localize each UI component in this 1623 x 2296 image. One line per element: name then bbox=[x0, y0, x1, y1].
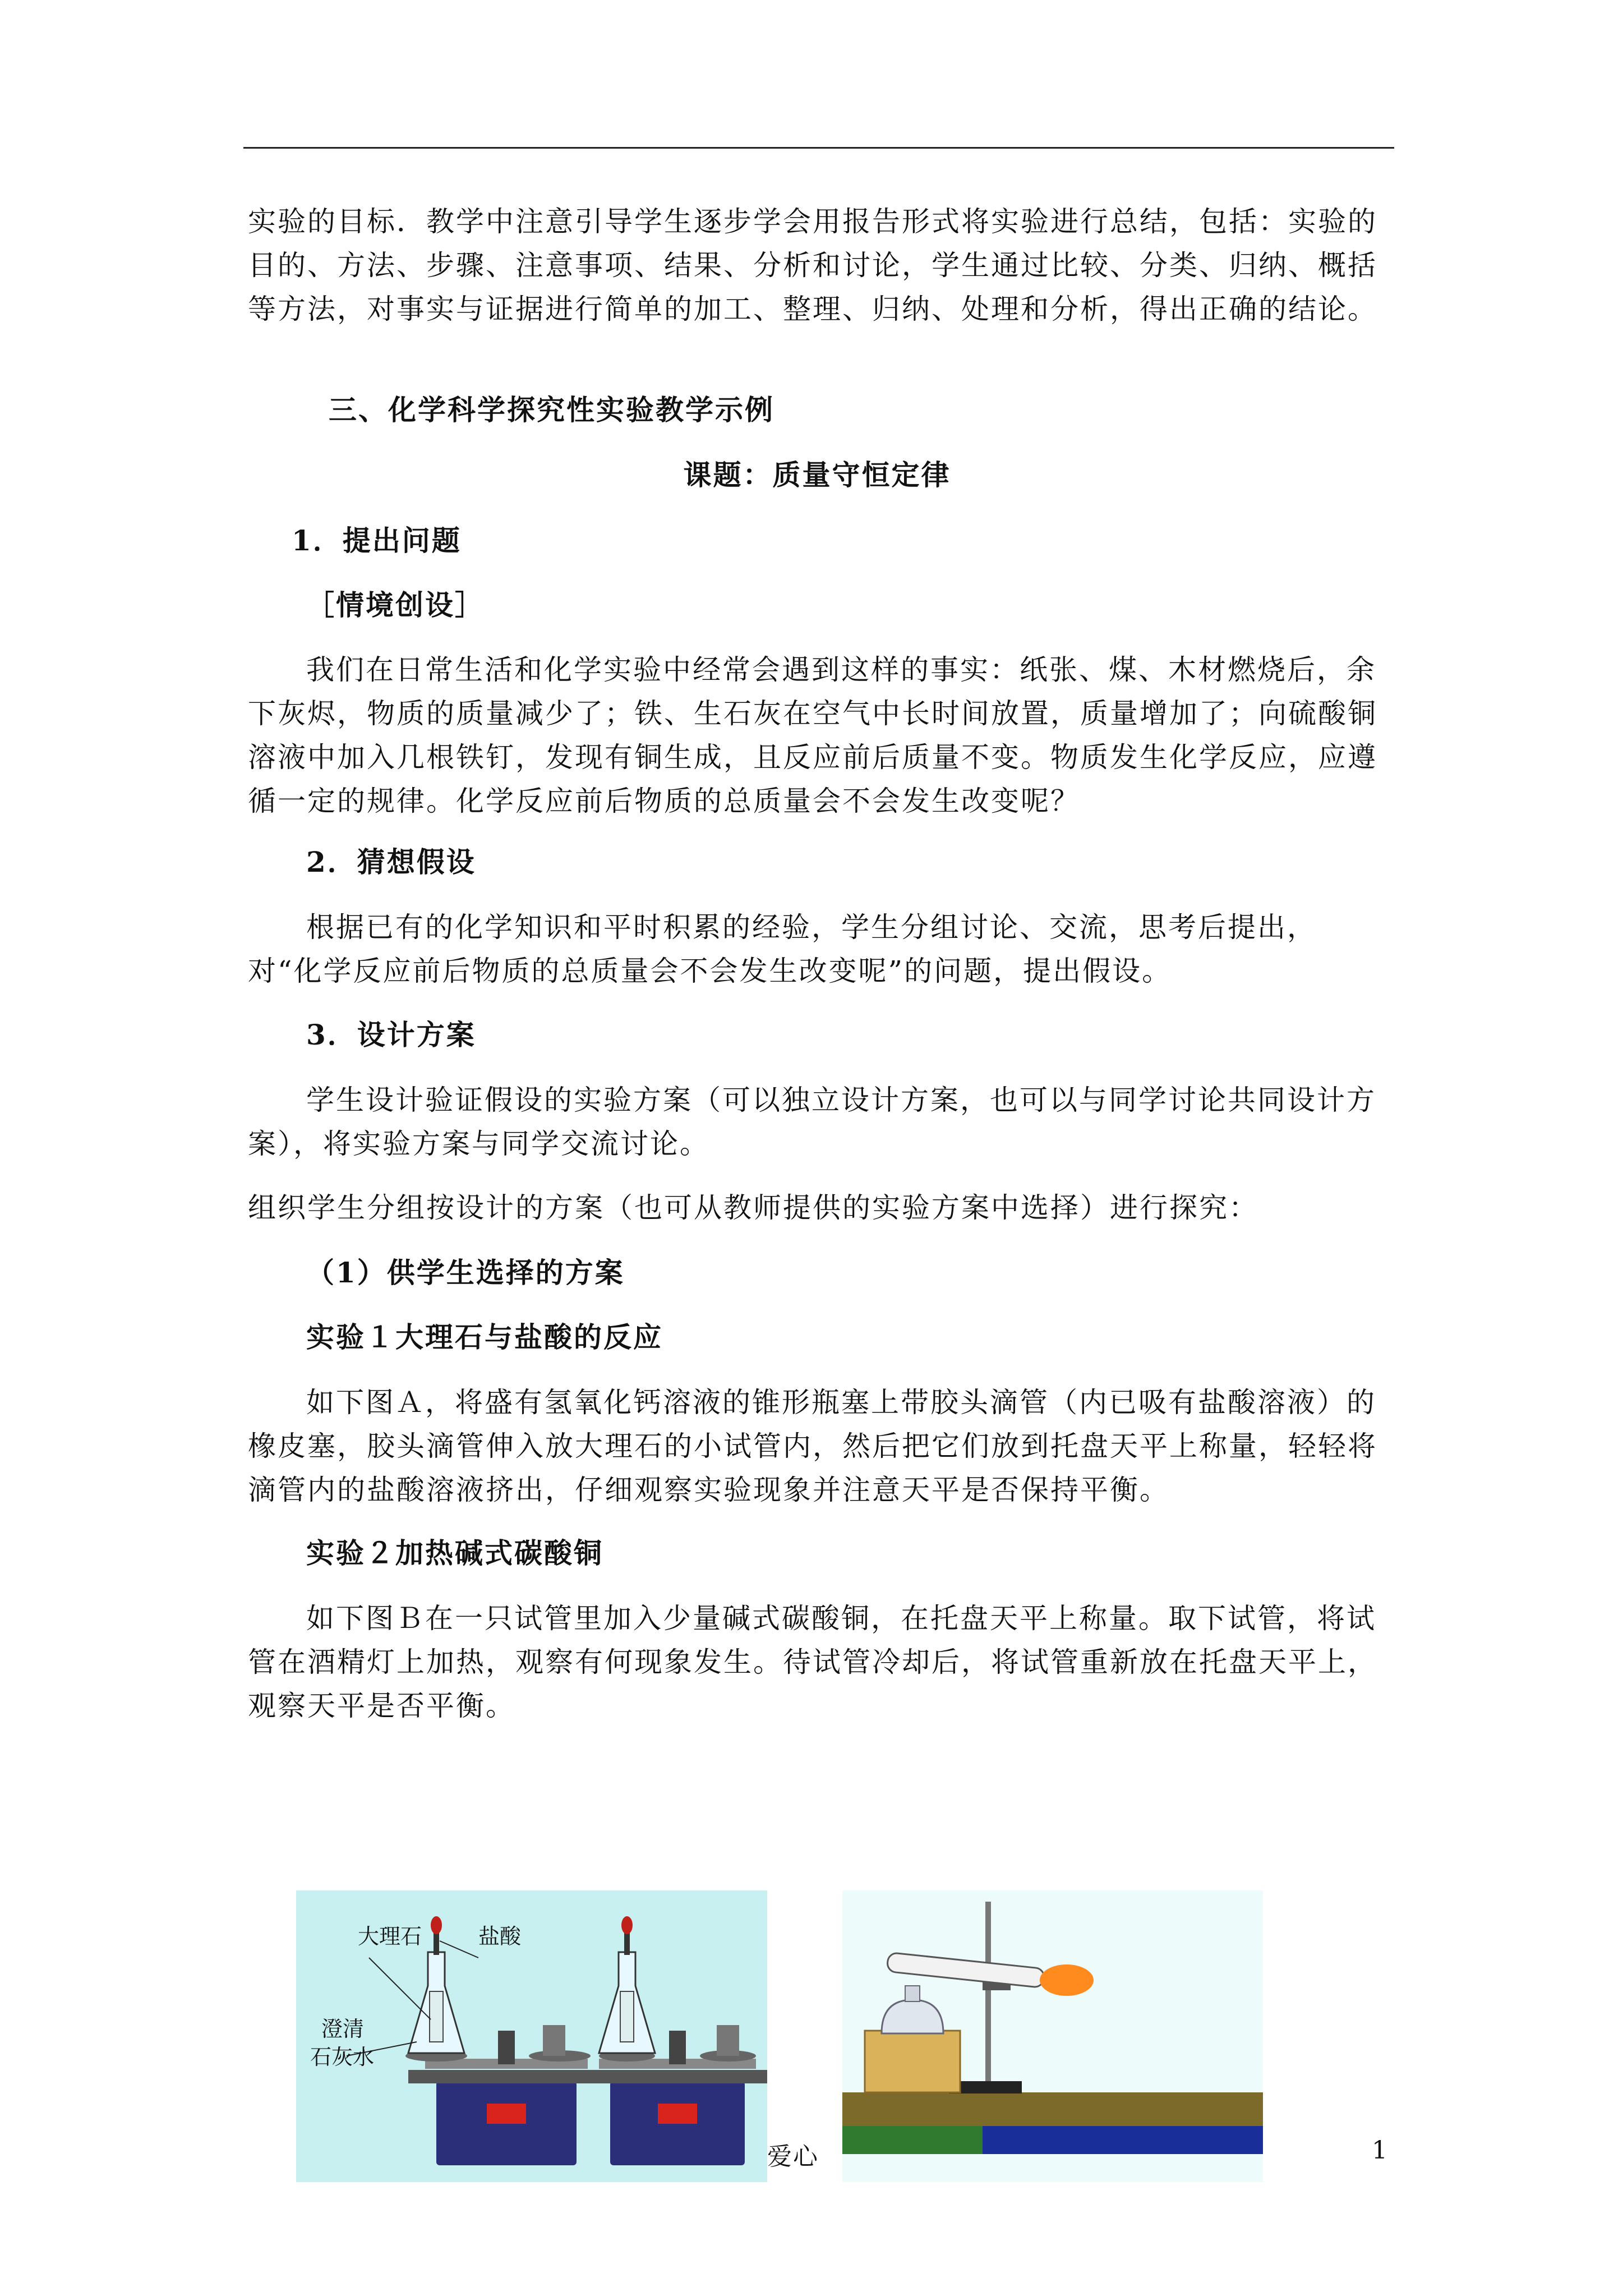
label-marble: 大理石 bbox=[358, 1924, 422, 1949]
label-limewater-line2: 石灰水 bbox=[310, 2045, 375, 2069]
experiment-1-text: 如下图Ａ，将盛有氢氧化钙溶液的锥形瓶塞上带胶头滴管（内已吸有盐酸溶液）的橡皮塞，胶头滴管伸入放大理石的小试管内，然后把它们放到托盘天平上称量，轻轻将滴管内的盐酸溶液挤出，仔细观察实验现象并注意天平是否保持平衡。 bbox=[248, 1386, 1377, 1506]
paragraph-situation: 我们在日常生活和化学实验中经常会遇到这样的事实：纸张、煤、木材燃烧后，余下灰烬，物质的质量减少了；铁、生石灰在空气中长时间放置，质量增加了；向硫酸铜溶液中加入几根铁钉，发现有铜生成，且反应前后质量不变。物质发生化学反应，应遵循一定的规律。化学反应前后物质的总质量会不会发生改变呢？ bbox=[248, 654, 1377, 817]
paragraph-design: 学生设计验证假设的实验方案（可以独立设计方案，也可以与同学讨论共同设计方案），将实验方案与同学交流讨论。 bbox=[248, 1084, 1376, 1160]
label-acid: 盐酸 bbox=[478, 1924, 522, 1949]
section-heading: 三、化学科学探究性实验教学示例 bbox=[329, 393, 774, 426]
experiment-2-title: 实验２加热碱式碳酸铜 bbox=[306, 1536, 603, 1570]
experiment-2-text: 如下图Ｂ在一只试管里加入少量碱式碳酸铜，在托盘天平上称量。取下试管，将试管在酒精灯上加热，观察有何现象发生。待试管冷却后，将试管重新放在托盘天平上，观察天平是否平衡。 bbox=[248, 1602, 1377, 1722]
label-limewater-line1: 澄清 bbox=[321, 2017, 365, 2041]
footer-center-text: 爱心 bbox=[767, 2142, 819, 2171]
step-3-heading: 3．设计方案 bbox=[306, 1018, 476, 1051]
figure-b-illustration bbox=[842, 1890, 1263, 2182]
paragraph-organize: 组织学生分组按设计的方案（也可从教师提供的实验方案中选择）进行探究： bbox=[248, 1191, 1258, 1224]
paragraph-hypothesis: 根据已有的化学知识和平时积累的经验，学生分组讨论、交流，思考后提出，对“化学反应前后物质的总质量会不会发生改变呢”的问题，提出假设。 bbox=[248, 911, 1317, 987]
page-number: 1 bbox=[1372, 2136, 1389, 2165]
paragraph-intro: 实验的目标．教学中注意引导学生逐步学会用报告形式将实验进行总结，包括：实验的目的、方法、步骤、注意事项、结果、分析和讨论，学生通过比较、分类、归纳、概括等方法，对事实与证据进行简单的加工、整理、归纳、处理和分析，得出正确的结论。 bbox=[248, 205, 1377, 325]
step-2-heading: 2．猜想假设 bbox=[306, 845, 476, 878]
options-heading: （1）供学生选择的方案 bbox=[306, 1256, 625, 1289]
figure-b-heating-experiment bbox=[842, 1890, 1263, 2182]
topic-title: 课题：质量守恒定律 bbox=[683, 458, 951, 491]
header-rule bbox=[243, 147, 1394, 149]
figure-a-balance-experiment bbox=[296, 1890, 767, 2182]
situation-heading: ［情境创设］ bbox=[306, 588, 485, 622]
experiment-1-title: 实验１大理石与盐酸的反应 bbox=[306, 1320, 663, 1354]
figure-a-illustration bbox=[296, 1890, 767, 2182]
step-1-heading: 1．提出问题 bbox=[292, 524, 462, 557]
